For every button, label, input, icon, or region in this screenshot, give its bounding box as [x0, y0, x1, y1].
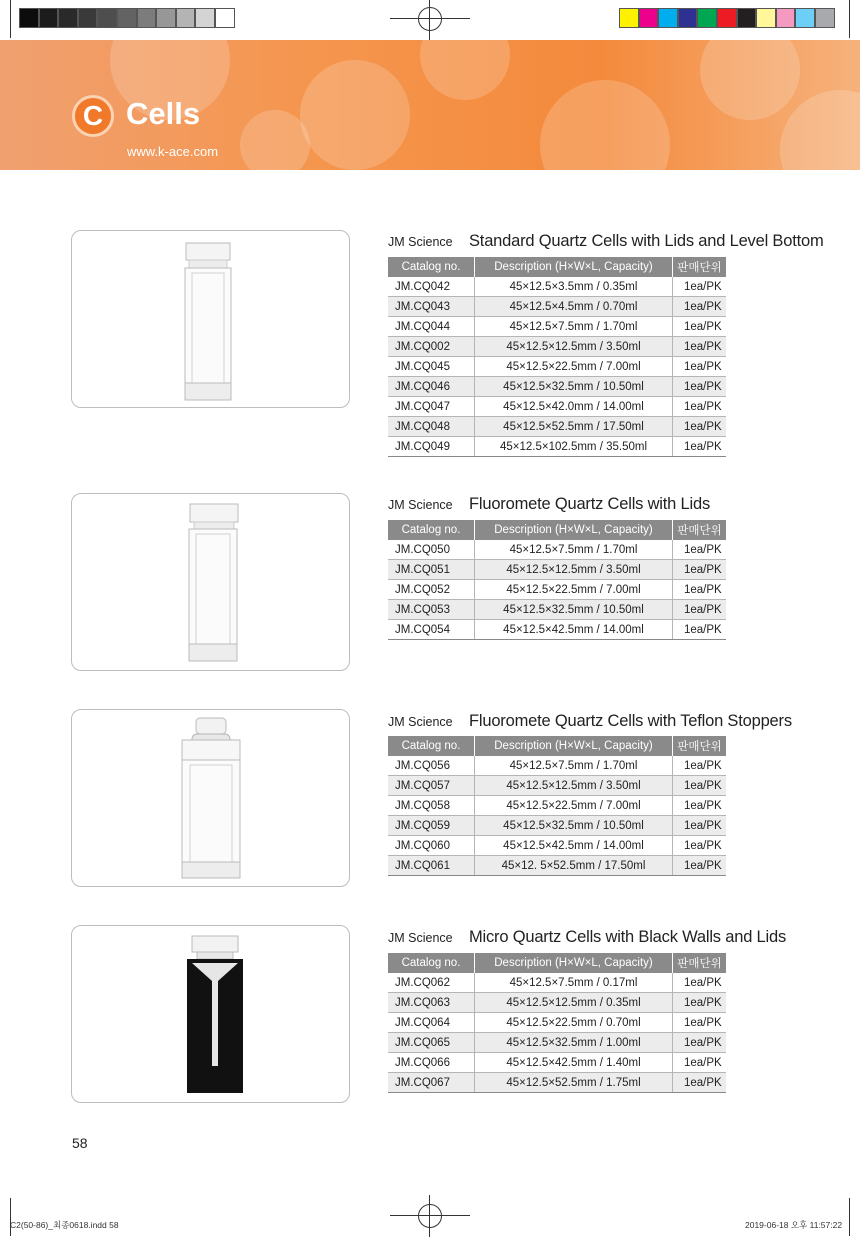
product-image-standard-cell: [71, 230, 350, 408]
section-brand: JM Science: [388, 715, 453, 729]
sales-unit-cell: 1ea/PK: [673, 796, 727, 816]
color-swatch: [215, 8, 235, 28]
column-header: Description (H×W×L, Capacity): [475, 736, 673, 756]
registration-mark-bottom: [418, 1204, 442, 1228]
table-row: [388, 317, 726, 337]
table-row: [388, 836, 726, 856]
description-cell: 45×12.5×7.5mm / 1.70ml: [475, 756, 673, 776]
color-swatch: [697, 8, 717, 28]
table-row: [388, 856, 726, 876]
color-swatch: [117, 8, 137, 28]
catalog-number-cell: JM.CQ049: [388, 437, 475, 457]
description-cell: 45×12.5×7.5mm / 1.70ml: [475, 540, 673, 560]
column-header: Catalog no.: [388, 736, 475, 756]
catalog-number-cell: JM.CQ046: [388, 377, 475, 397]
sales-unit-cell: 1ea/PK: [673, 836, 727, 856]
description-cell: 45×12.5×7.5mm / 0.17ml: [475, 973, 673, 993]
catalog-number-cell: JM.CQ002: [388, 337, 475, 357]
crop-mark: [10, 0, 11, 38]
catalog-number-cell: JM.CQ061: [388, 856, 475, 876]
section-title: Standard Quartz Cells with Lids and Level Bottom: [469, 232, 824, 250]
description-cell: 45×12.5×42.0mm / 14.00ml: [475, 397, 673, 417]
sales-unit-cell: 1ea/PK: [673, 377, 727, 397]
table-row: [388, 540, 726, 560]
table-row: [388, 620, 726, 640]
table-row: [388, 277, 726, 297]
catalog-number-cell: JM.CQ065: [388, 1033, 475, 1053]
table-header-row: [388, 736, 726, 756]
table-row: [388, 580, 726, 600]
description-cell: 45×12. 5×52.5mm / 17.50ml: [475, 856, 673, 876]
catalog-number-cell: JM.CQ056: [388, 756, 475, 776]
table-row: [388, 816, 726, 836]
color-swatch: [137, 8, 157, 28]
table-row: [388, 560, 726, 580]
section-brand: JM Science: [388, 931, 453, 945]
catalog-number-cell: JM.CQ063: [388, 993, 475, 1013]
table-row: [388, 1053, 726, 1073]
description-cell: 45×12.5×42.5mm / 14.00ml: [475, 836, 673, 856]
crop-mark: [849, 0, 850, 38]
catalog-number-cell: JM.CQ054: [388, 620, 475, 640]
table-row: [388, 377, 726, 397]
header-banner: [0, 40, 860, 170]
section-title: Fluoromete Quartz Cells with Lids: [469, 495, 710, 513]
description-cell: 45×12.5×3.5mm / 0.35ml: [475, 277, 673, 297]
description-cell: 45×12.5×42.5mm / 1.40ml: [475, 1053, 673, 1073]
column-header: Catalog no.: [388, 953, 475, 973]
print-slug-timestamp: 2019-06-18 오후 11:57:22: [745, 1220, 843, 1230]
color-swatch: [658, 8, 678, 28]
color-swatch: [639, 8, 659, 28]
catalog-number-cell: JM.CQ052: [388, 580, 475, 600]
sales-unit-cell: 1ea/PK: [673, 756, 727, 776]
color-swatch: [776, 8, 796, 28]
sales-unit-cell: 1ea/PK: [673, 357, 727, 377]
column-header: 판매단위: [673, 520, 727, 540]
color-swatch: [156, 8, 176, 28]
description-cell: 45×12.5×22.5mm / 0.70ml: [475, 1013, 673, 1033]
column-header: Catalog no.: [388, 257, 475, 277]
print-slug-file: C2(50-86)_최종0618.indd 58: [10, 1220, 119, 1230]
description-cell: 45×12.5×22.5mm / 7.00ml: [475, 580, 673, 600]
spec-table: [388, 257, 726, 457]
table-row: [388, 1033, 726, 1053]
color-swatch: [19, 8, 39, 28]
grayscale-swatch-bar: [19, 8, 235, 30]
sales-unit-cell: 1ea/PK: [673, 580, 727, 600]
sales-unit-cell: 1ea/PK: [673, 417, 727, 437]
color-swatch: [717, 8, 737, 28]
description-cell: 45×12.5×102.5mm / 35.50ml: [475, 437, 673, 457]
sales-unit-cell: 1ea/PK: [673, 277, 727, 297]
section-title: Micro Quartz Cells with Black Walls and Lids: [469, 928, 787, 946]
section-brand: JM Science: [388, 235, 453, 249]
description-cell: 45×12.5×4.5mm / 0.70ml: [475, 297, 673, 317]
table-row: [388, 437, 726, 457]
table-row: [388, 1013, 726, 1033]
sales-unit-cell: 1ea/PK: [673, 1053, 727, 1073]
spec-table: [388, 736, 726, 876]
description-cell: 45×12.5×7.5mm / 1.70ml: [475, 317, 673, 337]
catalog-number-cell: JM.CQ050: [388, 540, 475, 560]
catalog-number-cell: JM.CQ048: [388, 417, 475, 437]
catalog-number-cell: JM.CQ064: [388, 1013, 475, 1033]
catalog-number-cell: JM.CQ062: [388, 973, 475, 993]
table-row: [388, 357, 726, 377]
color-swatch: [815, 8, 835, 28]
sales-unit-cell: 1ea/PK: [673, 620, 727, 640]
sales-unit-cell: 1ea/PK: [673, 856, 727, 876]
description-cell: 45×12.5×52.5mm / 17.50ml: [475, 417, 673, 437]
description-cell: 45×12.5×12.5mm / 0.35ml: [475, 993, 673, 1013]
description-cell: 45×12.5×32.5mm / 1.00ml: [475, 1033, 673, 1053]
sales-unit-cell: 1ea/PK: [673, 397, 727, 417]
column-header: 판매단위: [673, 953, 727, 973]
catalog-number-cell: JM.CQ043: [388, 297, 475, 317]
column-header: 판매단위: [673, 736, 727, 756]
section-title: Fluoromete Quartz Cells with Teflon Stoppers: [469, 712, 792, 730]
catalog-number-cell: JM.CQ067: [388, 1073, 475, 1093]
catalog-number-cell: JM.CQ042: [388, 277, 475, 297]
crop-line: [390, 18, 470, 19]
table-row: [388, 417, 726, 437]
section-brand: JM Science: [388, 498, 453, 512]
column-header: Description (H×W×L, Capacity): [475, 520, 673, 540]
sales-unit-cell: 1ea/PK: [673, 816, 727, 836]
table-header-row: [388, 257, 726, 277]
table-row: [388, 973, 726, 993]
color-swatch: [97, 8, 117, 28]
color-swatch: [195, 8, 215, 28]
table-row: [388, 796, 726, 816]
product-image-black-wall-cell: [71, 925, 350, 1103]
table-row: [388, 1073, 726, 1093]
column-header: 판매단위: [673, 257, 727, 277]
catalog-number-cell: JM.CQ057: [388, 776, 475, 796]
color-swatch-bar: [619, 8, 835, 30]
sales-unit-cell: 1ea/PK: [673, 317, 727, 337]
description-cell: 45×12.5×32.5mm / 10.50ml: [475, 600, 673, 620]
table-header-row: [388, 953, 726, 973]
spec-table: [388, 520, 726, 640]
sales-unit-cell: 1ea/PK: [673, 776, 727, 796]
catalog-number-cell: JM.CQ045: [388, 357, 475, 377]
sales-unit-cell: 1ea/PK: [673, 1013, 727, 1033]
table-row: [388, 993, 726, 1013]
description-cell: 45×12.5×22.5mm / 7.00ml: [475, 796, 673, 816]
page-title: Cells: [126, 96, 201, 131]
description-cell: 45×12.5×12.5mm / 3.50ml: [475, 337, 673, 357]
sales-unit-cell: 1ea/PK: [673, 1073, 727, 1093]
color-swatch: [176, 8, 196, 28]
product-image-fluorometer-cell: [71, 493, 350, 671]
color-swatch: [58, 8, 78, 28]
sales-unit-cell: 1ea/PK: [673, 337, 727, 357]
registration-mark-top: [418, 7, 442, 31]
sales-unit-cell: 1ea/PK: [673, 973, 727, 993]
table-row: [388, 297, 726, 317]
catalog-number-cell: JM.CQ053: [388, 600, 475, 620]
table-row: [388, 600, 726, 620]
color-swatch: [39, 8, 59, 28]
catalog-number-cell: JM.CQ060: [388, 836, 475, 856]
sales-unit-cell: 1ea/PK: [673, 993, 727, 1013]
description-cell: 45×12.5×12.5mm / 3.50ml: [475, 560, 673, 580]
catalog-number-cell: JM.CQ066: [388, 1053, 475, 1073]
catalog-number-cell: JM.CQ047: [388, 397, 475, 417]
table-row: [388, 337, 726, 357]
color-swatch: [756, 8, 776, 28]
crop-line: [390, 1215, 470, 1216]
description-cell: 45×12.5×32.5mm / 10.50ml: [475, 377, 673, 397]
catalog-number-cell: JM.CQ059: [388, 816, 475, 836]
column-header: Catalog no.: [388, 520, 475, 540]
color-swatch: [619, 8, 639, 28]
category-badge: C: [72, 95, 114, 137]
sales-unit-cell: 1ea/PK: [673, 297, 727, 317]
product-image-teflon-stopper-cell: [71, 709, 350, 887]
color-swatch: [78, 8, 98, 28]
description-cell: 45×12.5×32.5mm / 10.50ml: [475, 816, 673, 836]
table-row: [388, 397, 726, 417]
page-number: 58: [72, 1135, 88, 1151]
sales-unit-cell: 1ea/PK: [673, 600, 727, 620]
catalog-number-cell: JM.CQ044: [388, 317, 475, 337]
crop-mark: [849, 1198, 850, 1236]
table-row: [388, 776, 726, 796]
column-header: Description (H×W×L, Capacity): [475, 953, 673, 973]
column-header: Description (H×W×L, Capacity): [475, 257, 673, 277]
website-link[interactable]: www.k-ace.com: [127, 144, 219, 159]
catalog-number-cell: JM.CQ051: [388, 560, 475, 580]
description-cell: 45×12.5×52.5mm / 1.75ml: [475, 1073, 673, 1093]
catalog-number-cell: JM.CQ058: [388, 796, 475, 816]
description-cell: 45×12.5×22.5mm / 7.00ml: [475, 357, 673, 377]
color-swatch: [737, 8, 757, 28]
color-swatch: [795, 8, 815, 28]
color-swatch: [678, 8, 698, 28]
sales-unit-cell: 1ea/PK: [673, 437, 727, 457]
spec-table: [388, 953, 726, 1093]
sales-unit-cell: 1ea/PK: [673, 560, 727, 580]
table-row: [388, 756, 726, 776]
table-header-row: [388, 520, 726, 540]
description-cell: 45×12.5×42.5mm / 14.00ml: [475, 620, 673, 640]
sales-unit-cell: 1ea/PK: [673, 540, 727, 560]
sales-unit-cell: 1ea/PK: [673, 1033, 727, 1053]
description-cell: 45×12.5×12.5mm / 3.50ml: [475, 776, 673, 796]
